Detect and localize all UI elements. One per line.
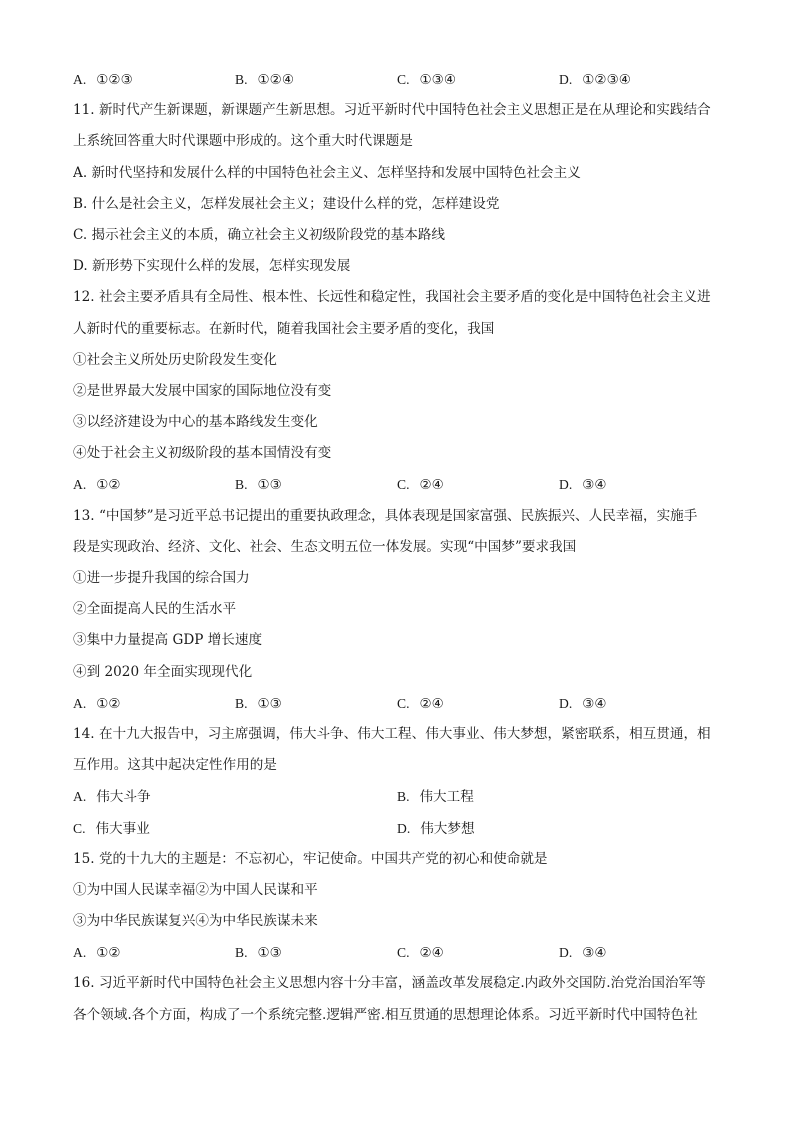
q13-item-4: ④到 2020 年全面实现现代化	[73, 663, 253, 680]
q14-option-c: C. 伟大事业	[73, 820, 150, 837]
q15-options	[73, 937, 723, 968]
q10-options	[73, 64, 723, 95]
q13-item-2: ②全面提高人民的生活水平	[73, 601, 237, 618]
q10-option-b: B. ①②④	[235, 72, 295, 88]
q11-option-c: C. 揭示社会主义的本质，确立社会主义初级阶段党的基本路线	[73, 226, 445, 243]
page-content	[73, 64, 723, 1031]
q12-option-d: D. ③④	[559, 477, 607, 494]
q14-option-d: D. 伟大梦想	[397, 820, 475, 837]
q11-stem-line-1: 11. 新时代产生新课题，新课题产生新思想。习近平新时代中国特色社会主义思想正是在从理论和实践结合	[73, 102, 711, 119]
q13-option-c: C. ②④	[397, 695, 444, 712]
q11-option-a: A. 新时代坚持和发展什么样的中国特色社会主义、怎样坚持和发展中国特色社会主义	[73, 164, 581, 181]
q16-stem-line-1: 16. 习近平新时代中国特色社会主义思想内容十分丰富，涵盖改革发展稳定.内政外交国防.治党治国治军等	[73, 975, 706, 992]
q15-item-1: ①为中国人民谋幸福②为中国人民谋和平	[73, 881, 318, 898]
q10-option-c: C. ①③④	[397, 72, 457, 88]
q15-option-c: C. ②④	[397, 945, 444, 962]
q14-stem-line-1: 14. 在十九大报告中，习主席强调，伟大斗争、伟大工程、伟大事业、伟大梦想，紧密联系，相互贯通，相	[73, 725, 711, 742]
q15-option-b: B. ①③	[235, 945, 282, 962]
q15-item-2: ③为中华民族谋复兴④为中华民族谋未来	[73, 913, 318, 930]
q14-stem-line-2: 互作用。这其中起决定性作用的是	[73, 757, 277, 774]
q11-stem-line-2: 上系统回答重大时代课题中形成的。这个重大时代课题是	[73, 133, 413, 150]
q14-option-b: B. 伟大工程	[397, 789, 474, 806]
q12-options	[73, 469, 723, 500]
q13-options	[73, 688, 723, 719]
q12-stem-line-2: 人新时代的重要标志。在新时代，随着我国社会主要矛盾的变化，我国	[73, 320, 495, 337]
q11-option-b: B. 什么是社会主义，怎样发展社会主义；建设什么样的党，怎样建设党	[73, 195, 500, 212]
q10-option-d: D. ①②③④	[559, 72, 631, 88]
q12-option-c: C. ②④	[397, 477, 444, 494]
q14-options-row-2	[73, 813, 723, 844]
q13-item-3: ③集中力量提高 GDP 增长速度	[73, 632, 263, 649]
q13-option-a: A. ①②	[73, 695, 121, 712]
q12-option-a: A. ①②	[73, 477, 121, 494]
q14-option-a: A. 伟大斗争	[73, 789, 151, 806]
q15-stem-line-1: 15. 党的十九大的主题是：不忘初心，牢记使命。中国共产党的初心和使命就是	[73, 850, 548, 867]
q10-option-a: A. ①②③	[73, 72, 133, 88]
q12-item-4: ④处于社会主义初级阶段的基本国情没有变	[73, 445, 332, 462]
q13-stem-line-1: 13. “中国梦”是习近平总书记提出的重要执政理念，具体表现是国家富强、民族振兴、人民幸福，实施手	[73, 507, 698, 524]
q13-option-b: B. ①③	[235, 695, 282, 712]
q12-option-b: B. ①③	[235, 477, 282, 494]
q13-item-1: ①进一步提升我国的综合国力	[73, 570, 250, 586]
q14-options-row-1	[73, 781, 723, 812]
q11-option-d: D. 新形势下实现什么样的发展，怎样实现发展	[73, 258, 351, 275]
q12-stem-line-1: 12. 社会主要矛盾具有全局性、根本性、长远性和稳定性，我国社会主要矛盾的变化是中国特色社会主义进	[73, 289, 711, 306]
q12-item-3: ③以经济建设为中心的基本路线发生变化	[73, 414, 318, 431]
q13-stem-line-2: 段是实现政治、经济、文化、社会、生态文明五位一体发展。实现“中国梦”要求我国	[73, 538, 577, 555]
q16-stem-line-2: 各个领域.各个方面，构成了一个系统完整.逻辑严密.相互贯通的思想理论体系。习近平新时代中国特色社	[73, 1006, 698, 1023]
q13-option-d: D. ③④	[559, 695, 607, 712]
q15-option-d: D. ③④	[559, 945, 607, 962]
q12-item-1: ①社会主义所处历史阶段发生变化	[73, 351, 277, 368]
q15-option-a: A. ①②	[73, 945, 121, 962]
q12-item-2: ②是世界最大发展中国家的国际地位没有变	[73, 382, 332, 399]
